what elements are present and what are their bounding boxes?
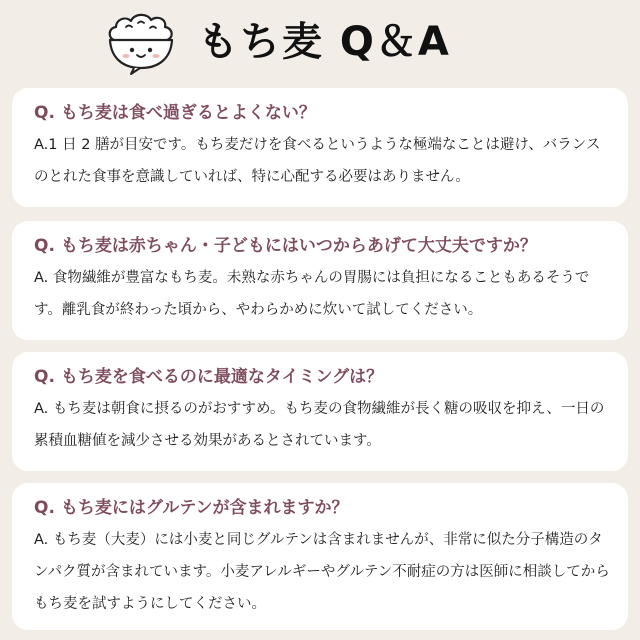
- faq-answer: A.1 日 2 膳が目安です。もち麦だけを食べるというような極端なことは避け、バランスのとれた食事を意識していれば、特に心配する必要はありません。: [34, 137, 601, 185]
- faq-question: Q. もち麦は赤ちゃん・子どもにはいつからあげて大丈夫ですか？: [34, 236, 537, 256]
- faq-answer: A. もち麦（大麦）には小麦と同じグルテンは含まれませんが、非常に似た分子構造のタンパク質が含まれています。小麦アレルギーやグルテン不耐症の方は医師に相談してからもち麦を試すようにしてください。: [34, 532, 610, 612]
- faq-question: Q. もち麦にはグルテンが含まれますか？: [34, 498, 349, 518]
- faq-question: Q. もち麦は食べ過ぎるとよくない？: [34, 103, 316, 123]
- faq-question: Q. もち麦を食べるのに最適なタイミングは？: [34, 367, 384, 387]
- header: [0, 0, 640, 82]
- faq-card: [12, 88, 628, 207]
- faq-card: [12, 483, 628, 630]
- rice-bowl-mascot-icon: [104, 10, 178, 76]
- faq-answer: A. もち麦は朝食に摂るのがおすすめ。もち麦の食物繊維が長く糖の吸収を抑え、一日の累積血糖値を減少させる効果があるとされています。: [34, 401, 605, 449]
- faq-answer: A. 食物繊維が豊富なもち麦。未熟な赤ちゃんの胃腸には負担になることもあるそうです。離乳食が終わった頃から、やわらかめに炊いて試してください。: [34, 270, 590, 318]
- page-title: もち麦 Q＆A: [198, 19, 451, 65]
- faq-card: [12, 221, 628, 340]
- faq-card: [12, 352, 628, 471]
